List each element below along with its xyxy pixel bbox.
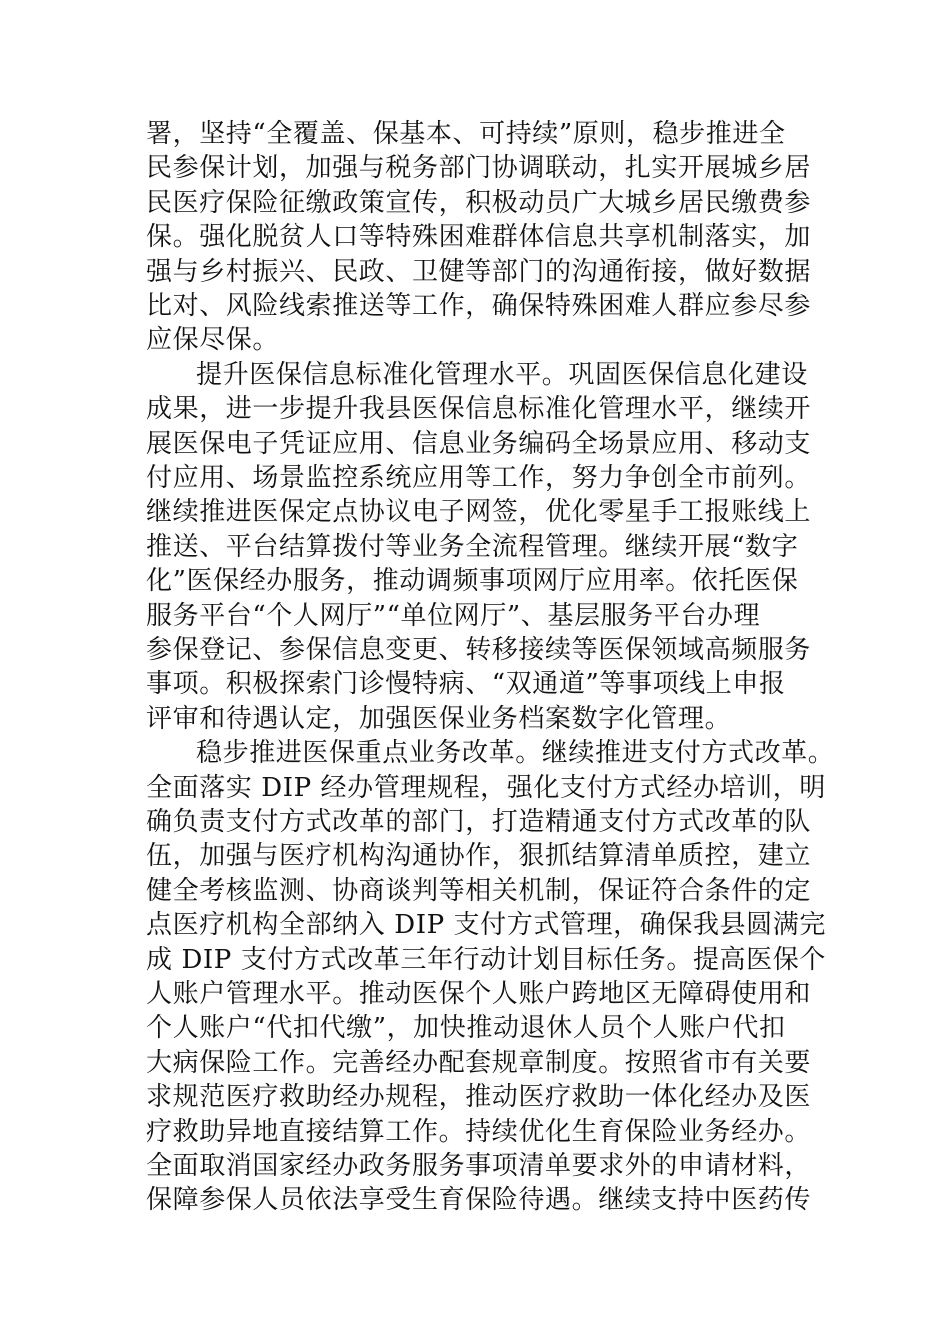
text-line: 成 DIP 支付方式改革三年行动计划目标任务。提高医保个 — [146, 944, 826, 975]
text-line: 个人账户“代扣代缴”，加快推动退休人员个人账户代扣 — [146, 1013, 786, 1044]
text-line: 推送、平台结算拨付等业务全流程管理。继续开展“数字 — [146, 531, 799, 562]
text-line: 确负责支付方式改革的部门，打造精通支付方式改革的队 — [146, 807, 812, 837]
text-line: 全面取消国家经办政务服务事项清单要求外的申请材料， — [146, 1151, 812, 1181]
text-line: 健全考核监测、协商谈判等相关机制，保证符合条件的定 — [146, 875, 812, 906]
text-line: 付应用、场景监控系统应用等工作，努力争创全市前列。 — [146, 463, 812, 493]
text-line: 成果，进一步提升我县医保信息标准化管理水平，继续开 — [146, 394, 812, 425]
text-line: 疗救助异地直接结算工作。持续优化生育保险业务经办。 — [146, 1116, 812, 1147]
text-line: 人账户管理水平。推动医保个人账户跨地区无障碍使用和 — [146, 979, 812, 1009]
text-line: 化”医保经办服务，推动调频事项网厅应用率。依托医保 — [146, 566, 799, 597]
text-line: 展医保电子凭证应用、信息业务编码全场景应用、移动支 — [146, 428, 812, 459]
text-line: 民医疗保险征缴政策宣传，积极动员广大城乡居民缴费参 — [146, 187, 812, 218]
text-line: 继续推进医保定点协议电子网签，优化零星手工报账线上 — [146, 497, 812, 528]
text-line: 求规范医疗救助经办规程，推动医疗救助一体化经办及医 — [146, 1082, 812, 1113]
text-line: 民参保计划，加强与税务部门协调联动，扎实开展城乡居 — [146, 153, 812, 184]
text-line: 事项。积极探索门诊慢特病、“双通道”等事项线上申报 — [146, 669, 786, 700]
text-line: 点医疗机构全部纳入 DIP 支付方式管理，确保我县圆满完 — [146, 910, 826, 941]
text-line: 稳步推进医保重点业务改革。继续推进支付方式改革。 — [196, 738, 835, 769]
text-line: 大病保险工作。完善经办配套规章制度。按照省市有关要 — [146, 1047, 812, 1078]
text-line: 比对、风险线索推送等工作，确保特殊困难人群应参尽参 — [146, 291, 812, 321]
text-line: 保障参保人员依法享受生育保险待遇。继续支持中医药传 — [146, 1185, 812, 1216]
text-line: 伍，加强与医疗机构沟通协作，狠抓结算清单质控，建立 — [146, 841, 812, 872]
text-line: 署，坚持“全覆盖、保基本、可持续”原则，稳步推进全 — [146, 119, 786, 149]
text-line: 评审和待遇认定，加强医保业务档案数字化管理。 — [146, 703, 732, 734]
text-line: 参保登记、参保信息变更、转移接续等医保领域高频服务 — [146, 635, 812, 665]
text-line: 应保尽保。 — [146, 325, 280, 356]
text-line: 服务平台“个人网厅”“单位网厅”、基层服务平台办理 — [146, 600, 761, 631]
text-line: 全面落实 DIP 经办管理规程，强化支付方式经办培训，明 — [146, 772, 826, 803]
text-line: 提升医保信息标准化管理水平。巩固医保信息化建设 — [196, 359, 808, 390]
text-line: 强与乡村振兴、民政、卫健等部门的沟通衔接，做好数据 — [146, 256, 812, 287]
text-line: 保。强化脱贫人口等特殊困难群体信息共享机制落实，加 — [146, 222, 812, 253]
